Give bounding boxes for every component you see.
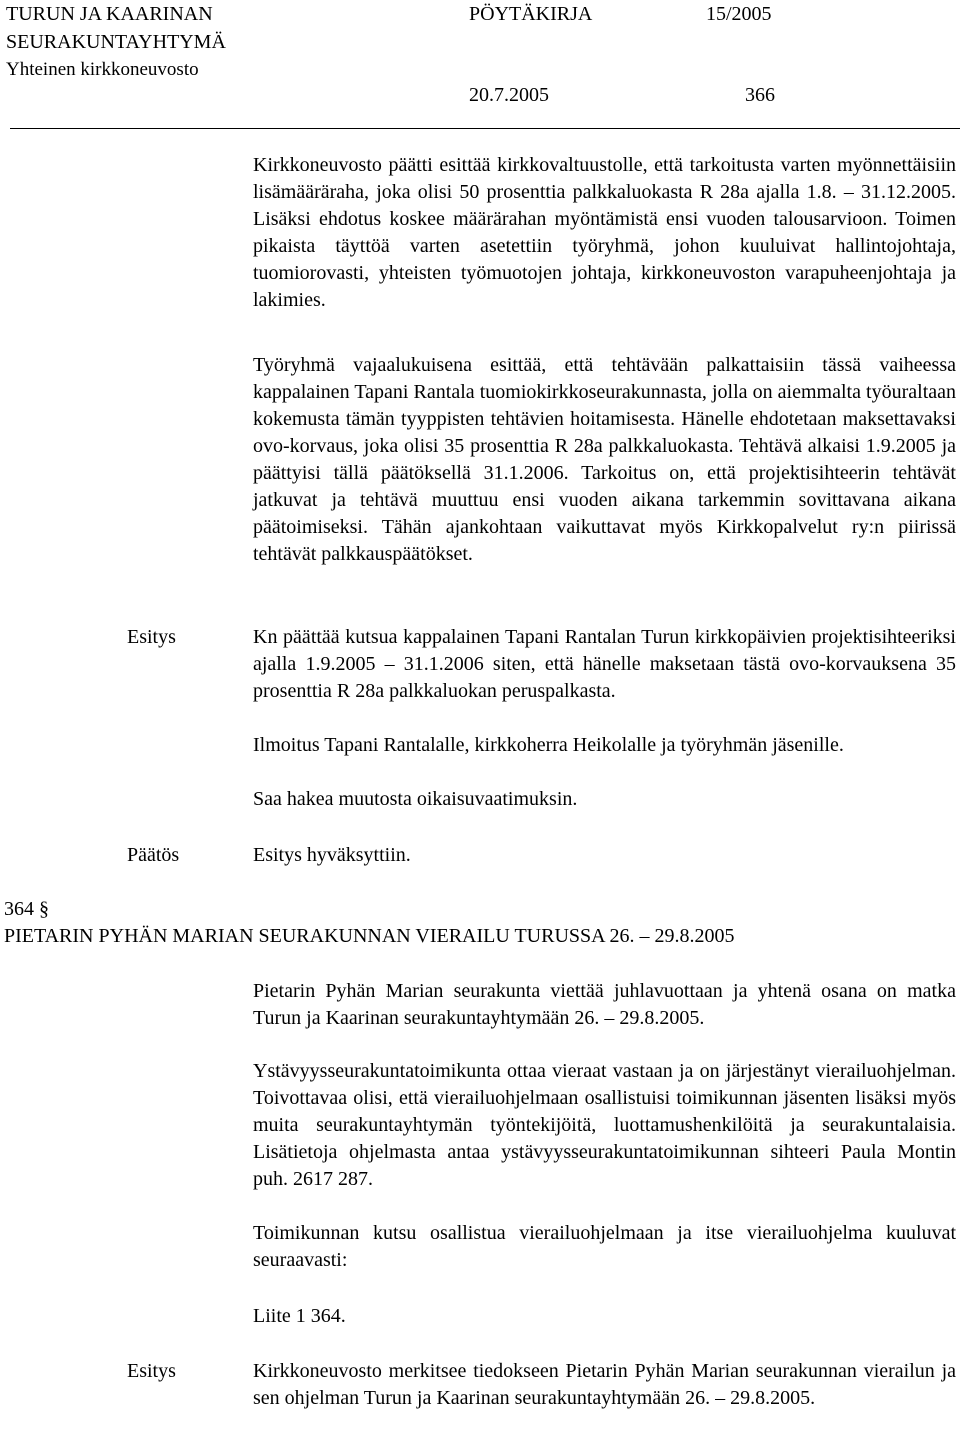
paragraph: Kn päättää kutsua kappalainen Tapani Rantalan Turun kirkkopäivien projektisihteeriksi ajalla 1.9.2005 – 31.1.2006 siten, että hänelle maksetaan tästä ovo-korvauksena 35 prosenttia R 28a palkkaluokan peruspalkasta. (253, 626, 956, 702)
esitys-label: Esitys (127, 1360, 176, 1382)
document-type: PÖYTÄKIRJA (469, 3, 593, 25)
section1-body (253, 152, 956, 314)
page-number: 366 (745, 84, 775, 106)
paatos-text (253, 842, 956, 869)
paragraph: Työryhmä vajaalukuisena esittää, että tehtävään palkattaisiin tässä vaiheessa kappalainen Tapani Rantala tuomiokirkkoseurakunnasta, jolla on aiemmalta työuraltaan kokemusta tämän tyyppisten tehtävien hoitamisesta. Hänelle ehdotetaan maksettavaksi ovo-korvaus, joka olisi 35 prosenttia R 28a palkkaluokasta. Tehtävä alkaisi 1.9.2005 ja päättyisi tällä päätöksellä 31.1.2006. Tarkoitus on, että projektisihteerin tehtävät jatkuvat ja tehtävä muuttuu ensi vuoden aikana tarkemmin sovittavana aikana päätoimiseksi. Tähän ajankohtaan vaikuttavat myös Kirkkopalvelut ry:n piirissä tehtävät palkkauspäätökset. (253, 354, 956, 565)
liite-text (253, 1303, 956, 1330)
org-name-line2: SEURAKUNTAYHTYMÄ (6, 31, 226, 53)
section2-para2 (253, 1058, 956, 1193)
ilmoitus-text (253, 732, 956, 759)
paragraph: Saa hakea muutosta oikaisuvaatimuksin. (253, 788, 578, 810)
paragraph: Kirkkoneuvosto merkitsee tiedokseen Pietarin Pyhän Marian seurakunnan vierailun ja sen ohjelman Turun ja Kaarinan seurakuntayhtymään 26. – 29.8.2005. (253, 1360, 956, 1409)
section-number: 364 § (4, 898, 49, 920)
section2-para3 (253, 1220, 956, 1274)
section2-esitys-text (253, 1358, 956, 1412)
section1-body-2 (253, 352, 956, 568)
esitys-label: Esitys (127, 626, 176, 648)
org-name-line3: Yhteinen kirkkoneuvosto (6, 59, 199, 80)
paragraph: Ilmoitus Tapani Rantalalle, kirkkoherra Heikolalle ja työryhmän jäsenille. (253, 734, 844, 756)
section2-para1 (253, 978, 956, 1032)
saa-hakea-text (253, 786, 956, 813)
document-date: 20.7.2005 (469, 84, 549, 106)
section-title: PIETARIN PYHÄN MARIAN SEURAKUNNAN VIERAILU TURUSSA 26. – 29.8.2005 (4, 925, 735, 947)
esitys-text (253, 624, 956, 705)
paragraph: Esitys hyväksyttiin. (253, 844, 411, 866)
paragraph: Kirkkoneuvosto päätti esittää kirkkovaltuustolle, että tarkoitusta varten myönnettäisiin lisämääräraha, joka olisi 50 prosenttia palkkaluokasta R 28a ajalla 1.8. – 31.12.2005. Lisäksi ehdotus koskee määrärahan myöntämistä ensi vuoden talousarvioon. Toimen pikaista täyttöä varten asetettiin työryhmä, johon kuuluivat hallintojohtaja, tuomiorovasti, yhteisten työmuotojen johtaja, kirkkoneuvoston varapuheenjohtaja ja lakimies. (253, 154, 956, 311)
paragraph: Ystävyysseurakuntatoimikunta ottaa vieraat vastaan ja on järjestänyt vierailuohjelman. Toivottavaa olisi, että vierailuohjelmaan osallistuisi toimikunnan jäsenten lisäksi myös muita seurakuntayhtymän työntekijöitä, luottamushenkilöitä ja seurakuntalaisia. Lisätietoja ohjelmasta antaa ystävyysseurakuntatoimikunnan sihteeri Paula Montin puh. 2617 287. (253, 1060, 956, 1190)
header-divider (10, 128, 960, 129)
org-name-line1: TURUN JA KAARINAN (6, 3, 213, 25)
paragraph: Pietarin Pyhän Marian seurakunta viettää juhlavuottaan ja yhtenä osana on matka Turun ja Kaarinan seurakuntayhtymään 26. – 29.8.2005. (253, 980, 956, 1029)
paatos-label: Päätös (127, 844, 180, 866)
paragraph: Toimikunnan kutsu osallistua vierailuohjelmaan ja itse vierailuohjelma kuuluvat seuraavasti: (253, 1222, 956, 1271)
document-number: 15/2005 (706, 3, 772, 25)
paragraph: Liite 1 364. (253, 1305, 346, 1327)
